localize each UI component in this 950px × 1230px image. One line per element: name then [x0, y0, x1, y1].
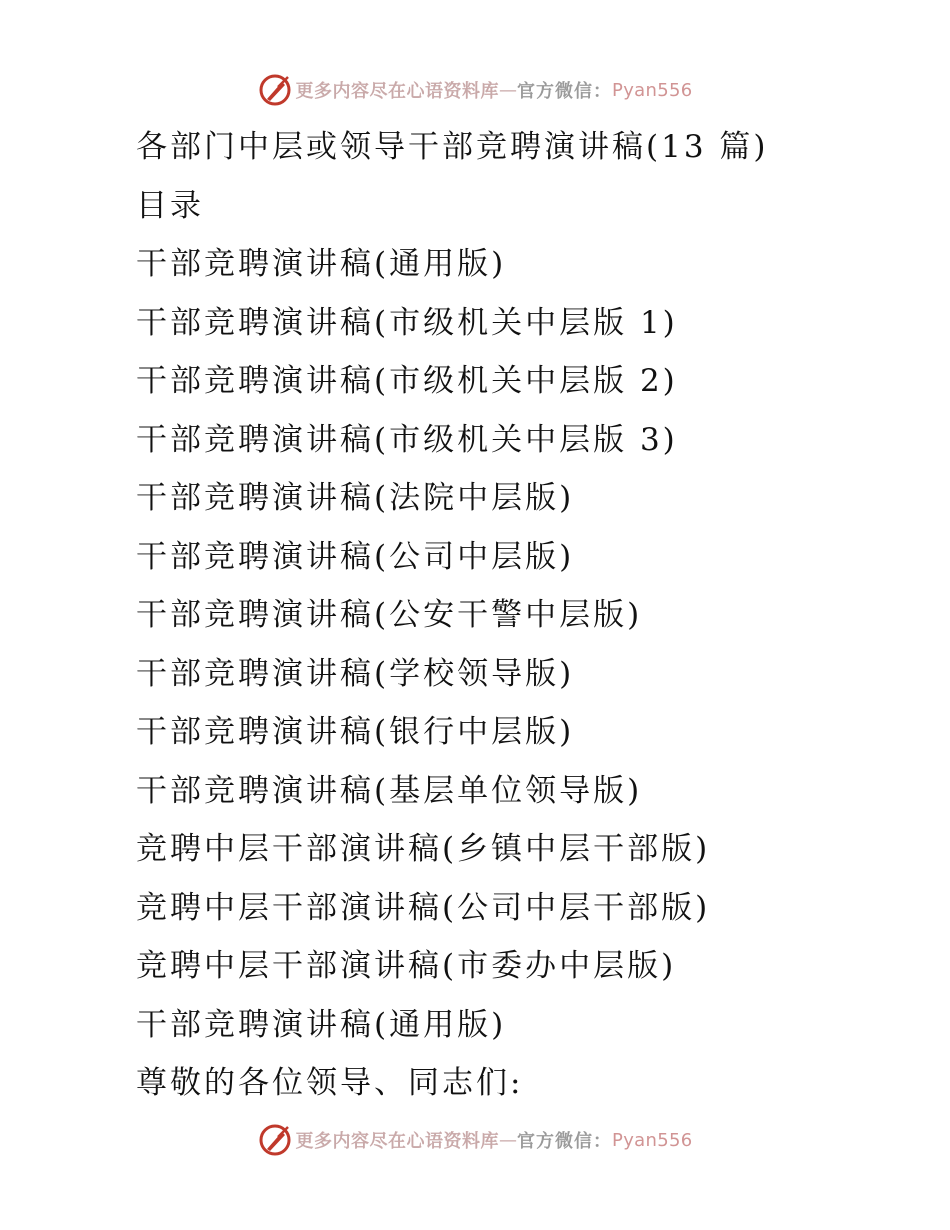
toc-item: 干部竞聘演讲稿(公司中层版)	[136, 538, 575, 575]
toc-item: 竞聘中层干部演讲稿(乡镇中层干部版)	[136, 831, 711, 867]
toc-item: 竞聘中层干部演讲稿(市委办中层版)	[136, 948, 677, 984]
quill-logo-icon	[258, 1123, 292, 1157]
toc-item: 干部竞聘演讲稿(市级机关中层版 2)	[136, 363, 678, 399]
toc-item: 干部竞聘演讲稿(公安干警中层版)	[136, 597, 643, 633]
toc-item: 干部竞聘演讲稿(基层单位领导版)	[136, 772, 643, 809]
watermark-site-text: 更多内容尽在心语资料库	[295, 81, 500, 102]
toc-item: 干部竞聘演讲稿(市级机关中层版 1)	[136, 304, 678, 341]
toc-item: 干部竞聘演讲稿(银行中层版)	[136, 714, 575, 750]
greeting-text: 尊敬的各位领导、同志们:	[136, 1065, 524, 1101]
watermark-wechat-id: Pyan556	[612, 79, 693, 101]
toc-item: 干部竞聘演讲稿(市级机关中层版 3)	[136, 421, 678, 458]
watermark-official-label: 官方微信：	[517, 1131, 613, 1152]
toc-heading: 目录	[136, 187, 204, 224]
watermark-dash: —	[499, 79, 518, 101]
header-watermark	[0, 70, 950, 110]
footer-watermark	[0, 1120, 950, 1160]
toc-item: 干部竞聘演讲稿(通用版)	[136, 246, 507, 282]
document-body	[136, 118, 916, 1113]
quill-logo-icon	[258, 73, 292, 107]
watermark-site-text: 更多内容尽在心语资料库	[295, 1131, 500, 1152]
section-title: 干部竞聘演讲稿(通用版)	[136, 1006, 507, 1043]
watermark-wechat-id: Pyan556	[612, 1129, 693, 1151]
toc-item: 竞聘中层干部演讲稿(公司中层干部版)	[136, 889, 711, 926]
document-title: 各部门中层或领导干部竞聘演讲稿(13 篇)	[136, 129, 769, 165]
toc-item: 干部竞聘演讲稿(法院中层版)	[136, 480, 575, 516]
watermark-dash: —	[499, 1129, 518, 1151]
toc-item: 干部竞聘演讲稿(学校领导版)	[136, 655, 575, 692]
watermark-official-label: 官方微信：	[517, 81, 613, 102]
